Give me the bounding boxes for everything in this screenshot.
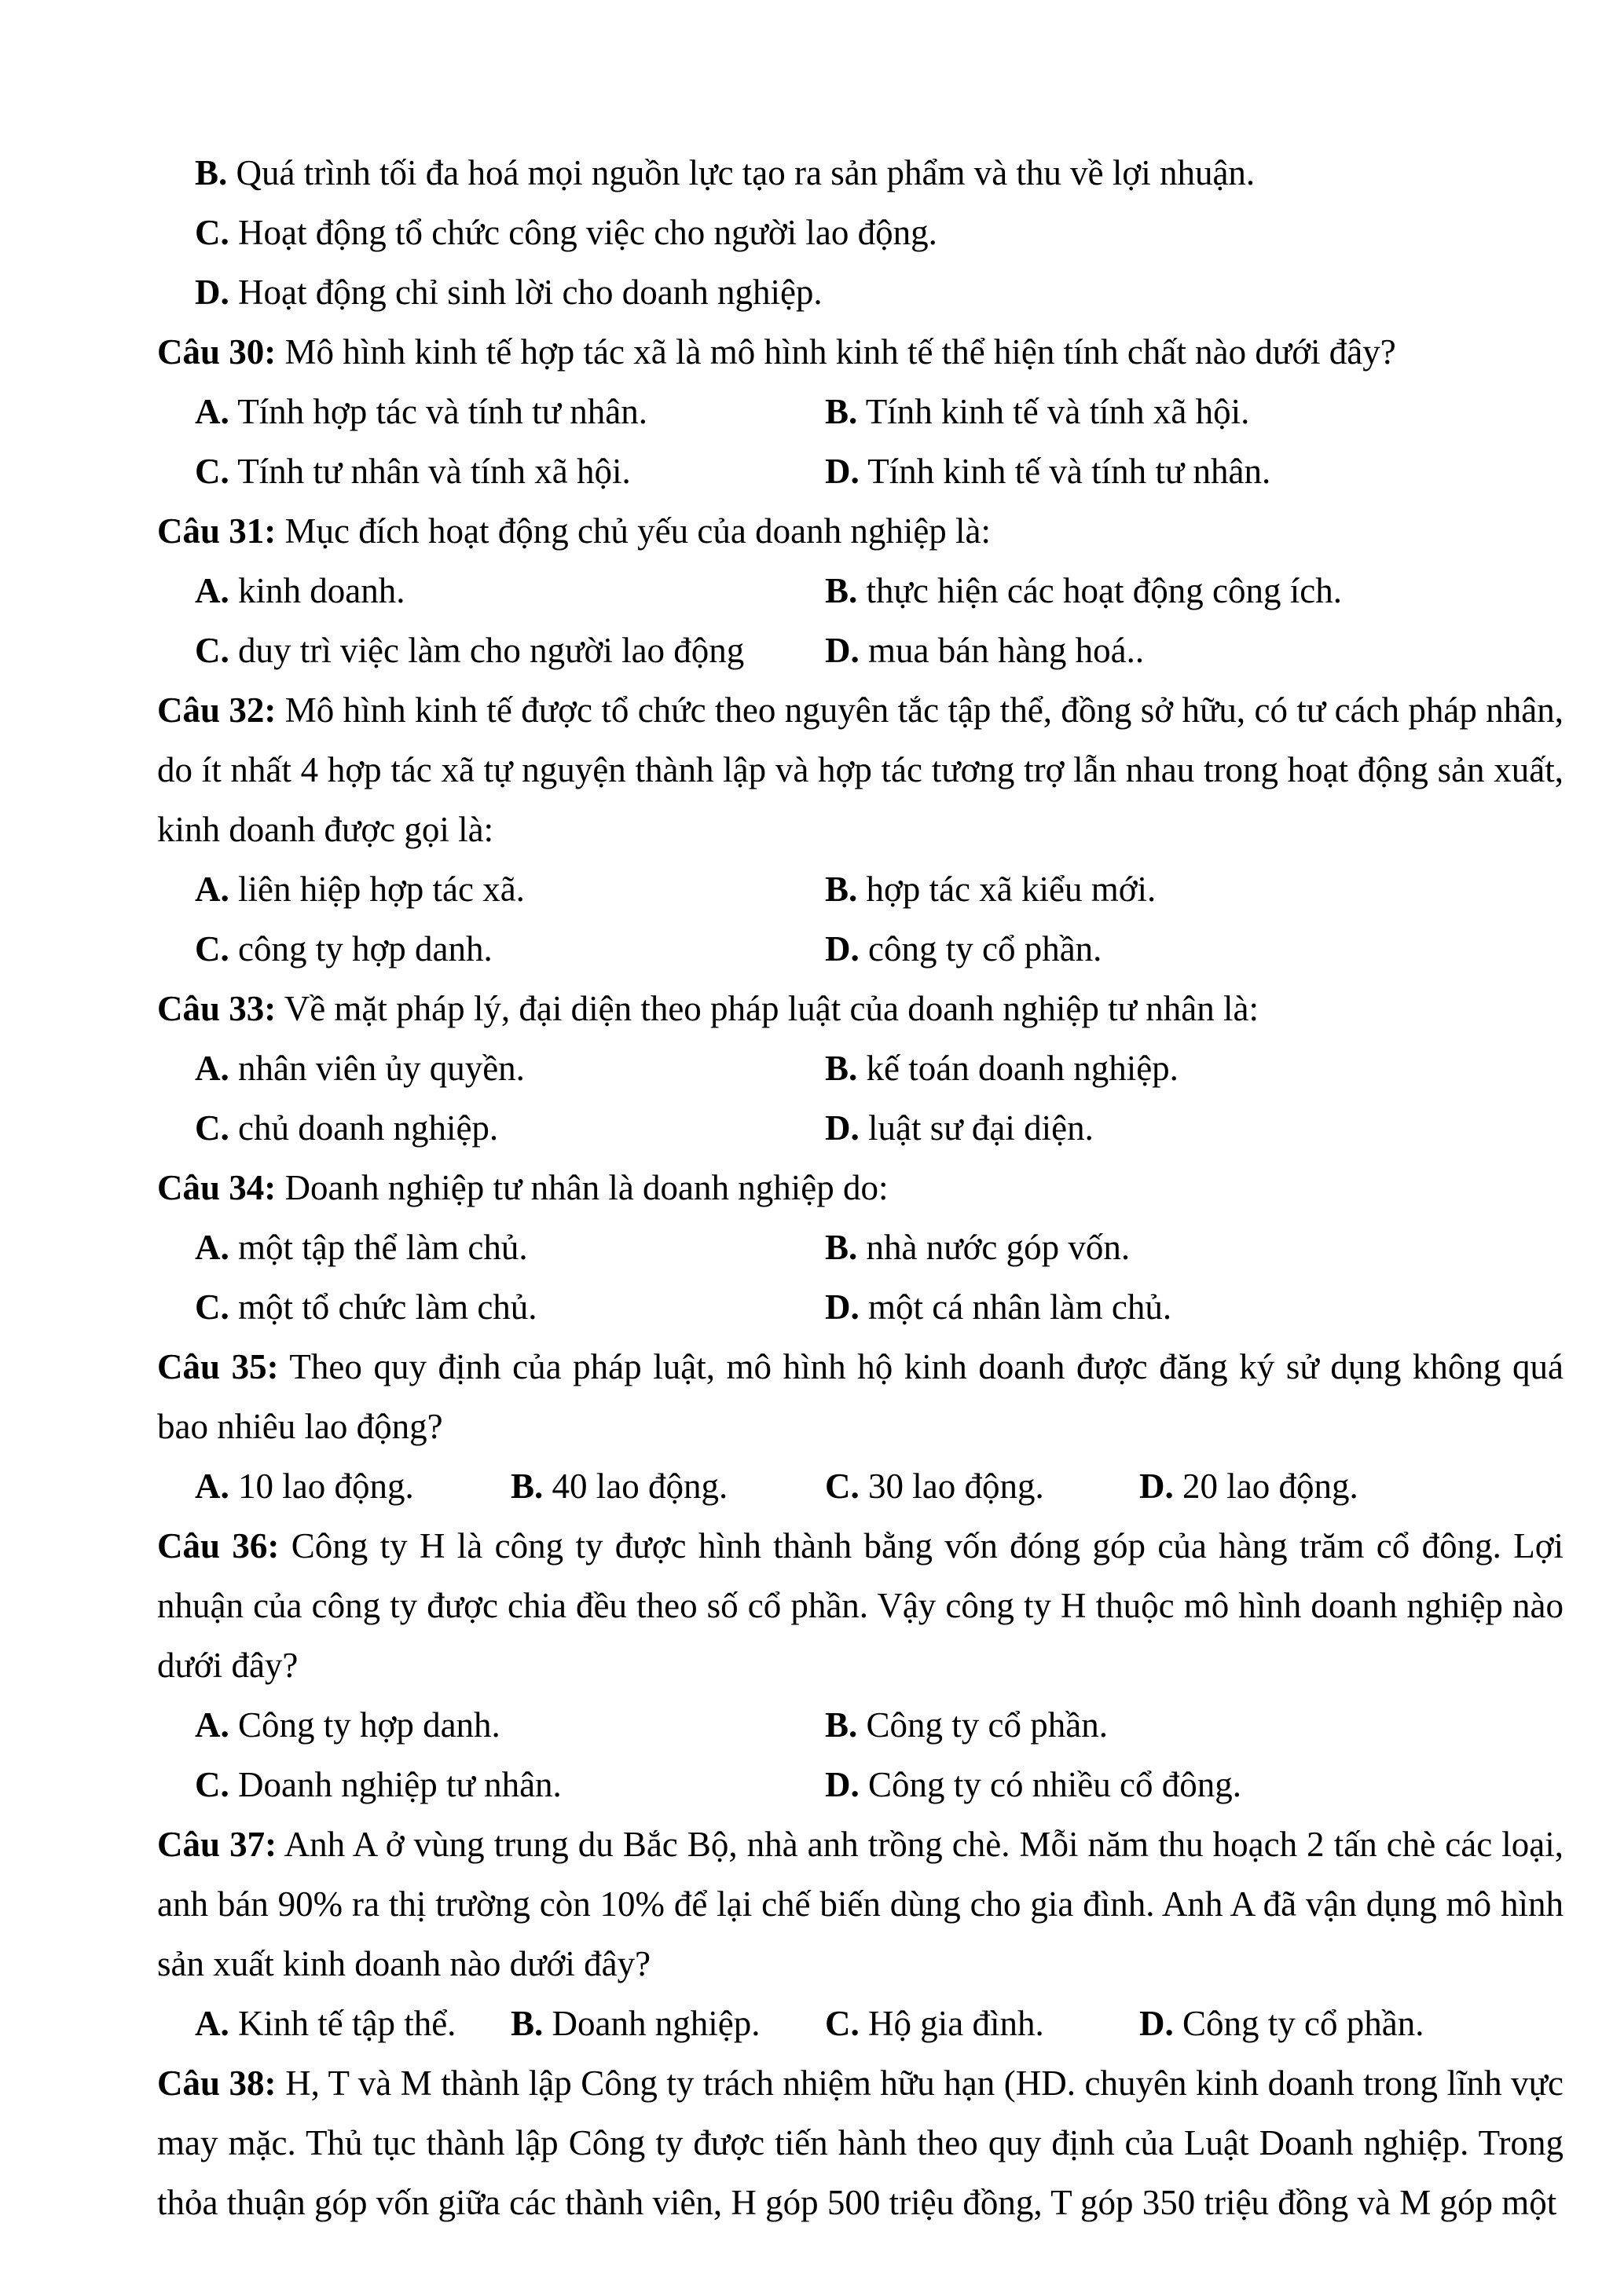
question-options bbox=[157, 1218, 1564, 1337]
option-text: Tính kinh tế và tính xã hội. bbox=[865, 392, 1250, 431]
question-text: Doanh nghiệp tư nhân là doanh nghiệp do: bbox=[284, 1168, 889, 1207]
option-text: 10 lao động. bbox=[238, 1467, 414, 1506]
option-item bbox=[511, 1994, 760, 2053]
option-key: B. bbox=[511, 2004, 544, 2043]
option-key: A. bbox=[195, 870, 229, 909]
option-item bbox=[825, 1994, 1044, 2053]
option-text: Công ty có nhiều cổ đông. bbox=[868, 1765, 1241, 1804]
option-item bbox=[825, 1098, 1094, 1158]
option-text: nhân viên ủy quyền. bbox=[238, 1049, 525, 1088]
option-text: nhà nước góp vốn. bbox=[866, 1228, 1131, 1267]
option-key: B. bbox=[511, 1467, 544, 1506]
option-text: kinh doanh. bbox=[238, 571, 405, 610]
option-item bbox=[195, 1755, 562, 1814]
option-key: B. bbox=[195, 153, 228, 192]
option-key: D. bbox=[825, 929, 860, 969]
option-item bbox=[825, 441, 1270, 501]
question-block bbox=[157, 2053, 1564, 2232]
question-paragraph bbox=[157, 1516, 1564, 1695]
option-item bbox=[825, 1755, 1241, 1814]
option-key: C. bbox=[195, 929, 229, 969]
option-item bbox=[195, 561, 405, 621]
option-key: A. bbox=[195, 2004, 229, 2043]
question-text: Theo quy định của pháp luật, mô hình hộ kinh doanh được đăng ký sử dụng không quá bao nhiêu lao động? bbox=[157, 1347, 1564, 1446]
option-text: Doanh nghiệp. bbox=[552, 2004, 761, 2043]
question-paragraph bbox=[157, 501, 1564, 561]
option-item bbox=[195, 1456, 414, 1516]
option-key: B. bbox=[825, 1049, 858, 1088]
option-key: C. bbox=[195, 452, 229, 491]
option-text: Hộ gia đình. bbox=[868, 2004, 1044, 2043]
question-block bbox=[157, 501, 1564, 680]
option-row bbox=[157, 859, 1564, 919]
question-paragraph bbox=[157, 1337, 1564, 1456]
option-row bbox=[157, 1994, 1564, 2053]
option-text: công ty cổ phần. bbox=[868, 929, 1102, 969]
question-label: Câu 33: bbox=[157, 989, 277, 1028]
option-row bbox=[157, 203, 1564, 262]
option-item bbox=[825, 382, 1249, 441]
question-text: Anh A ở vùng trung du Bắc Bộ, nhà anh trồng chè. Mỗi năm thu hoạch 2 tấn chè các loại, anh bán 90% ra thị trường còn 10% để lại chế biến dùng cho gia đình. Anh A đã vận dụng mô hình sản xuất kinh doanh nào dưới đây? bbox=[157, 1825, 1564, 1983]
option-key: D. bbox=[825, 631, 860, 670]
question-paragraph bbox=[157, 979, 1564, 1038]
option-key: A. bbox=[195, 1705, 229, 1745]
option-text: một cá nhân làm chủ. bbox=[868, 1287, 1172, 1327]
option-row bbox=[157, 1277, 1564, 1337]
option-key: D. bbox=[195, 273, 229, 312]
option-row bbox=[157, 1695, 1564, 1755]
question-text: Mục đích hoạt động chủ yếu của doanh nghiệp là: bbox=[284, 511, 992, 551]
question-block bbox=[157, 1516, 1564, 1814]
option-item bbox=[195, 1695, 500, 1755]
option-item bbox=[825, 859, 1156, 919]
question-text: Mô hình kinh tế được tổ chức theo nguyên tắc tập thể, đồng sở hữu, có tư cách pháp nhân, do ít nhất 4 hợp tác xã tự nguyện thành lập và hợp tác tương trợ lẫn nhau trong hoạt động sản xuất, kinh doanh được gọi là: bbox=[157, 690, 1564, 849]
option-item bbox=[195, 262, 823, 322]
option-text: hợp tác xã kiểu mới. bbox=[866, 870, 1157, 909]
question-options bbox=[157, 382, 1564, 501]
option-key: C. bbox=[195, 631, 229, 670]
option-key: A. bbox=[195, 571, 229, 610]
option-item bbox=[195, 143, 1255, 203]
option-row bbox=[157, 919, 1564, 979]
question-label: Câu 35: bbox=[157, 1347, 279, 1386]
question-options bbox=[157, 561, 1564, 680]
question-paragraph bbox=[157, 1158, 1564, 1218]
question-paragraph bbox=[157, 680, 1564, 859]
option-key: D. bbox=[825, 452, 860, 491]
question-block bbox=[157, 322, 1564, 501]
option-row bbox=[157, 1098, 1564, 1158]
option-item bbox=[195, 859, 525, 919]
option-text: 30 lao động. bbox=[868, 1467, 1044, 1506]
question-paragraph bbox=[157, 2053, 1564, 2232]
option-key: B. bbox=[825, 1705, 858, 1745]
option-text: duy trì việc làm cho người lao động bbox=[238, 631, 745, 670]
option-text: Quá trình tối đa hoá mọi nguồn lực tạo ra sản phẩm và thu về lợi nhuận. bbox=[236, 153, 1256, 192]
option-key: C. bbox=[195, 213, 229, 252]
option-text: công ty hợp danh. bbox=[238, 929, 493, 969]
option-text: Tính hợp tác và tính tư nhân. bbox=[237, 392, 648, 431]
option-text: Hoạt động tổ chức công việc cho người lao động. bbox=[238, 213, 937, 252]
question-text: Mô hình kinh tế hợp tác xã là mô hình kinh tế thể hiện tính chất nào dưới đây? bbox=[284, 332, 1396, 372]
question-text: H, T và M thành lập Công ty trách nhiệm hữu hạn (HD. chuyên kinh doanh trong lĩnh vực may mặc. Thủ tục thành lập Công ty được tiến hành theo quy định của Luật Doanh nghiệp. Trong thỏa thuận góp vốn giữa các thành viên, H góp 500 triệu đồng, T góp 350 triệu đồng và M góp một bbox=[157, 2063, 1564, 2222]
option-text: Kinh tế tập thể. bbox=[238, 2004, 456, 2043]
option-key: D. bbox=[1139, 1467, 1174, 1506]
option-item bbox=[825, 1695, 1108, 1755]
option-text: 20 lao động. bbox=[1182, 1467, 1358, 1506]
option-text: luật sư đại diện. bbox=[868, 1108, 1094, 1148]
question-options bbox=[157, 1695, 1564, 1814]
option-text: Công ty hợp danh. bbox=[238, 1705, 500, 1745]
option-row bbox=[157, 561, 1564, 621]
option-row bbox=[157, 1218, 1564, 1277]
option-item bbox=[195, 919, 493, 979]
question-label: Câu 30: bbox=[157, 332, 277, 372]
question-options bbox=[157, 1038, 1564, 1158]
option-item bbox=[825, 1456, 1044, 1516]
option-text: Công ty cổ phần. bbox=[866, 1705, 1108, 1745]
option-key: D. bbox=[1139, 2004, 1174, 2043]
option-item bbox=[1139, 1994, 1424, 2053]
option-text: Tính kinh tế và tính tư nhân. bbox=[867, 452, 1271, 491]
option-key: C. bbox=[825, 2004, 860, 2043]
option-key: B. bbox=[825, 870, 858, 909]
question-block bbox=[157, 1158, 1564, 1337]
question-block bbox=[157, 1814, 1564, 2053]
option-text: 40 lao động. bbox=[552, 1467, 728, 1506]
option-key: A. bbox=[195, 1228, 229, 1267]
option-item bbox=[825, 1218, 1130, 1277]
option-text: một tập thể làm chủ. bbox=[238, 1228, 528, 1267]
option-text: liên hiệp hợp tác xã. bbox=[238, 870, 525, 909]
option-key: C. bbox=[195, 1108, 229, 1148]
option-key: D. bbox=[825, 1287, 860, 1327]
option-item bbox=[825, 1277, 1171, 1337]
option-key: B. bbox=[825, 1228, 858, 1267]
option-key: B. bbox=[825, 571, 858, 610]
option-item bbox=[195, 1098, 498, 1158]
option-item bbox=[511, 1456, 728, 1516]
option-item bbox=[195, 441, 631, 501]
option-item bbox=[195, 1277, 537, 1337]
option-key: A. bbox=[195, 1049, 229, 1088]
option-item bbox=[195, 1218, 528, 1277]
option-key: D. bbox=[825, 1765, 860, 1804]
option-text: Công ty cổ phần. bbox=[1182, 2004, 1424, 2043]
option-item bbox=[825, 561, 1342, 621]
question-block bbox=[157, 1337, 1564, 1516]
question-label: Câu 38: bbox=[157, 2063, 277, 2103]
option-text: một tổ chức làm chủ. bbox=[238, 1287, 537, 1327]
question-paragraph bbox=[157, 1814, 1564, 1994]
option-text: chủ doanh nghiệp. bbox=[238, 1108, 499, 1148]
option-item bbox=[195, 1038, 525, 1098]
option-text: mua bán hàng hoá.. bbox=[868, 631, 1145, 670]
option-key: D. bbox=[825, 1108, 860, 1148]
option-row bbox=[157, 382, 1564, 441]
option-text: Hoạt động chỉ sinh lời cho doanh nghiệp. bbox=[238, 273, 823, 312]
question-options bbox=[157, 1994, 1564, 2053]
question-options bbox=[157, 859, 1564, 979]
option-row bbox=[157, 1456, 1564, 1516]
question-block bbox=[157, 979, 1564, 1158]
option-item bbox=[825, 919, 1102, 979]
option-row bbox=[157, 621, 1564, 680]
exam-text-block bbox=[157, 143, 1564, 2232]
question-label: Câu 31: bbox=[157, 511, 277, 551]
option-text: kế toán doanh nghiệp. bbox=[866, 1049, 1179, 1088]
option-row bbox=[157, 143, 1564, 203]
question-text: Công ty H là công ty được hình thành bằng vốn đóng góp của hàng trăm cổ đông. Lợi nhuận của công ty được chia đều theo số cổ phần. Vậy công ty H thuộc mô hình doanh nghiệp nào dưới đây? bbox=[157, 1526, 1564, 1685]
question-paragraph bbox=[157, 322, 1564, 382]
question-label: Câu 32: bbox=[157, 690, 277, 730]
option-item bbox=[195, 1994, 456, 2053]
question-label: Câu 37: bbox=[157, 1825, 277, 1864]
question-block bbox=[157, 680, 1564, 979]
leading-options-block bbox=[157, 143, 1564, 322]
option-key: A. bbox=[195, 1467, 229, 1506]
option-item bbox=[195, 203, 937, 262]
question-label: Câu 36: bbox=[157, 1526, 280, 1565]
option-row bbox=[157, 1755, 1564, 1814]
question-text: Về mặt pháp lý, đại diện theo pháp luật của doanh nghiệp tư nhân là: bbox=[284, 989, 1259, 1028]
option-row bbox=[157, 1038, 1564, 1098]
option-key: C. bbox=[825, 1467, 860, 1506]
option-key: B. bbox=[825, 392, 858, 431]
option-item bbox=[825, 1038, 1179, 1098]
option-item bbox=[195, 621, 744, 680]
option-row bbox=[157, 262, 1564, 322]
option-key: C. bbox=[195, 1765, 229, 1804]
option-key: A. bbox=[195, 392, 229, 431]
question-options bbox=[157, 1456, 1564, 1516]
option-key: C. bbox=[195, 1287, 229, 1327]
option-item bbox=[1139, 1456, 1358, 1516]
option-text: Doanh nghiệp tư nhân. bbox=[238, 1765, 562, 1804]
option-text: Tính tư nhân và tính xã hội. bbox=[237, 452, 631, 491]
option-item bbox=[825, 621, 1144, 680]
option-item bbox=[195, 382, 647, 441]
option-row bbox=[157, 441, 1564, 501]
option-text: thực hiện các hoạt động công ích. bbox=[866, 571, 1342, 610]
question-label: Câu 34: bbox=[157, 1168, 277, 1207]
